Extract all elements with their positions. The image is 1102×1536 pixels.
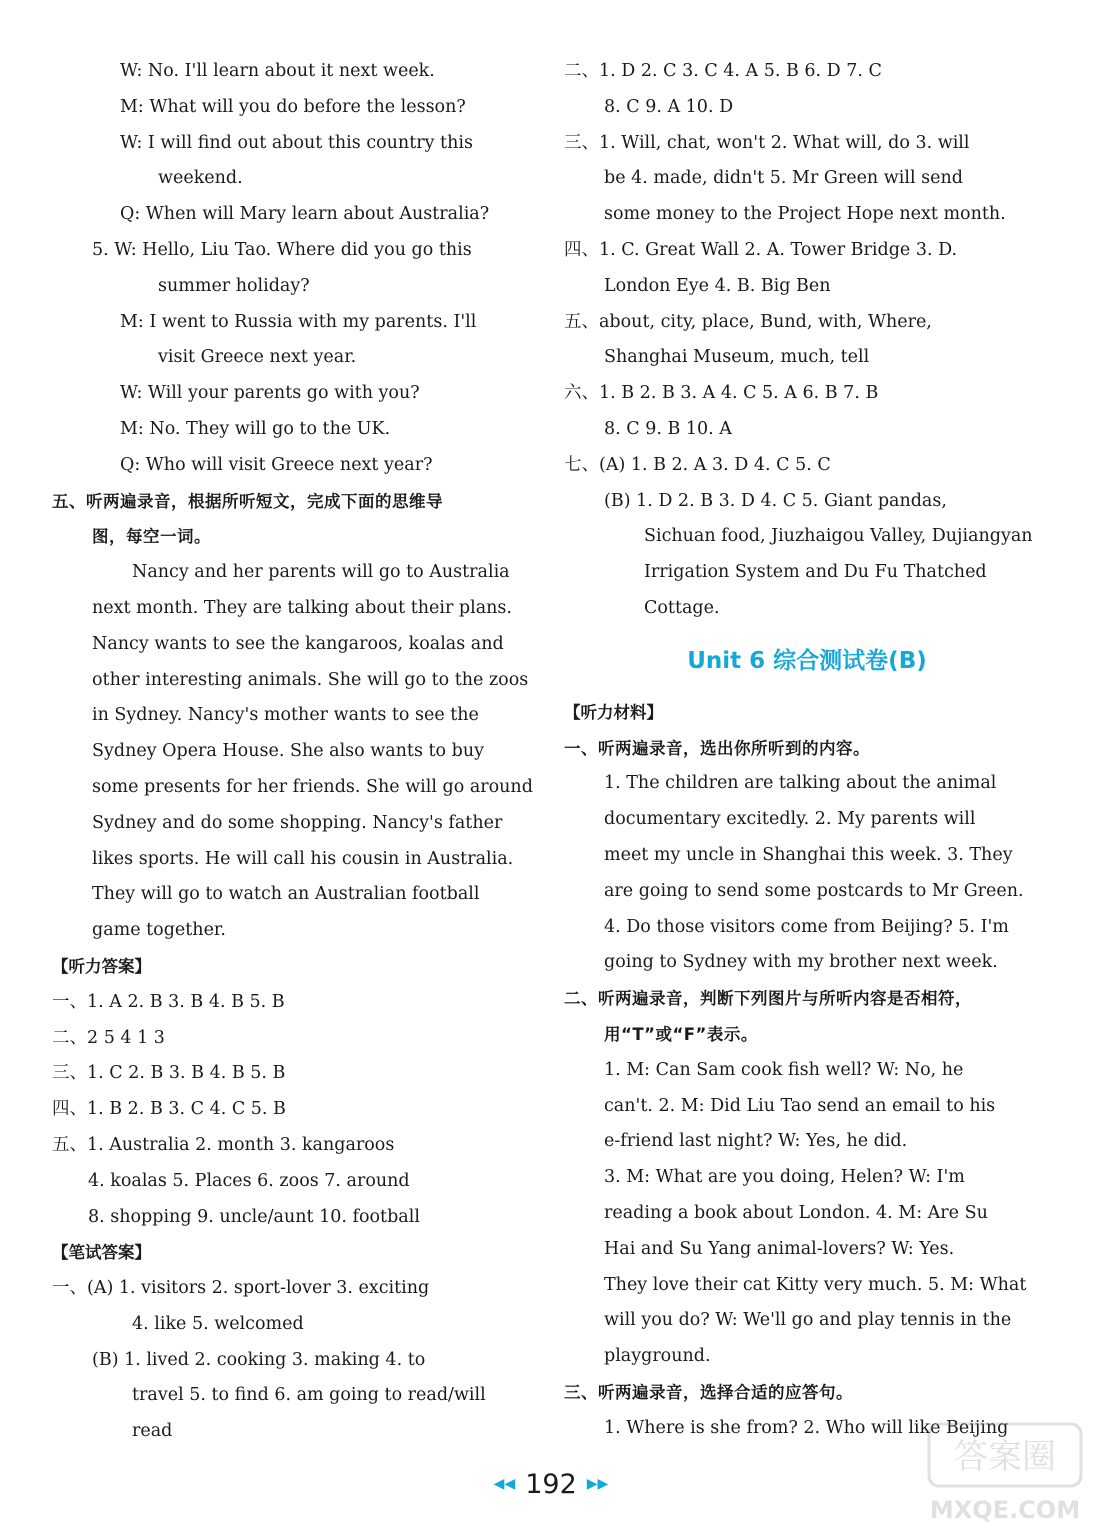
text-line: 五、听两遍录音，根据所听短文，完成下面的思维导 xyxy=(52,491,443,511)
text-line: (B) 1. lived 2. cooking 3. making 4. to xyxy=(92,1349,426,1370)
text-line: Nancy and her parents will go to Australia xyxy=(132,562,510,583)
text-line: meet my uncle in Shanghai this week. 3. They xyxy=(604,844,1013,865)
text-line: 二、2 5 4 1 3 xyxy=(52,1027,165,1048)
text-line: 【听力材料】 xyxy=(564,702,663,722)
text-line: next month. They are talking about their plans. xyxy=(92,597,512,618)
svg-text:MXQE.COM: MXQE.COM xyxy=(929,1496,1081,1524)
text-line: can't. 2. M: Did Liu Tao send an email to his xyxy=(604,1095,996,1116)
text-line: 3. M: What are you doing, Helen? W: I'm xyxy=(604,1167,965,1188)
text-line: M: I went to Russia with my parents. I'll xyxy=(120,311,477,332)
text-line: summer holiday? xyxy=(158,275,310,296)
text-line: 一、听两遍录音，选出你所听到的内容。 xyxy=(564,738,870,758)
text-line: 五、1. Australia 2. month 3. kangaroos xyxy=(52,1134,395,1155)
text-line: playground. xyxy=(604,1346,711,1367)
text-line: 三、1. C 2. B 3. B 4. B 5. B xyxy=(52,1063,286,1084)
text-line: M: No. They will go to the UK. xyxy=(120,418,391,439)
answer-line: 二、1. D 2. C 3. C 4. A 5. B 6. D 7. C xyxy=(564,61,882,81)
text-line: weekend. xyxy=(158,168,243,189)
text-line: going to Sydney with my brother next week. xyxy=(604,952,998,973)
next-arrows-icon: ▶▶ xyxy=(586,1476,609,1492)
text-line: 二、听两遍录音，判断下列图片与所听内容是否相符， xyxy=(564,989,972,1009)
answer-line: (B) 1. D 2. B 3. D 4. C 5. Giant pandas, xyxy=(604,490,947,511)
text-line: 【听力答案】 xyxy=(52,956,151,976)
text-line: They love their cat Kitty very much. 5. M: What xyxy=(604,1274,1027,1295)
text-line: 5. W: Hello, Liu Tao. Where did you go this xyxy=(92,239,472,260)
text-line: read xyxy=(132,1421,173,1442)
answer-line: Sichuan food, Jiuzhaigou Valley, Dujiangyan xyxy=(644,526,1033,547)
text-line: 1. M: Can Sam cook fish well? W: No, he xyxy=(604,1059,964,1080)
text-line: Q: When will Mary learn about Australia? xyxy=(120,204,490,225)
text-line: likes sports. He will call his cousin in Australia. xyxy=(92,848,514,869)
text-line: Sydney and do some shopping. Nancy's father xyxy=(92,812,503,833)
page-number: 192 xyxy=(525,1468,577,1500)
text-line: Q: Who will visit Greece next year? xyxy=(120,454,433,475)
text-line: are going to send some postcards to Mr Green. xyxy=(604,880,1024,901)
text-line: other interesting animals. She will go to the zoos xyxy=(92,669,529,690)
text-line: 四、1. B 2. B 3. C 4. C 5. B xyxy=(52,1099,286,1120)
watermark-logo xyxy=(925,1420,1085,1530)
answer-line: 五、about, city, place, Bund, with, Where, xyxy=(564,311,932,332)
text-line: They will go to watch an Australian football xyxy=(92,884,480,905)
text-line: in Sydney. Nancy's mother wants to see the xyxy=(92,705,479,726)
text-line: reading a book about London. 4. M: Are Su xyxy=(604,1202,988,1223)
answer-line: 8. C 9. A 10. D xyxy=(604,96,734,117)
text-line: M: What will you do before the lesson? xyxy=(120,96,466,117)
text-line: travel 5. to find 6. am going to read/will xyxy=(132,1385,486,1406)
text-line: game together. xyxy=(92,920,226,941)
text-line: 用“T”或“F”表示。 xyxy=(604,1024,758,1044)
answer-line: 六、1. B 2. B 3. A 4. C 5. A 6. B 7. B xyxy=(564,383,879,404)
answers-section xyxy=(564,54,1050,627)
text-line: some presents for her friends. She will go around xyxy=(92,776,533,797)
text-line: 8. shopping 9. uncle/aunt 10. football xyxy=(88,1206,420,1227)
answer-line: 七、(A) 1. B 2. A 3. D 4. C 5. C xyxy=(564,454,831,475)
listening-section xyxy=(564,695,1050,1447)
text-line: Hai and Su Yang animal-lovers? W: Yes. xyxy=(604,1238,955,1259)
answer-line: 三、1. Will, chat, won't 2. What will, do 3. will xyxy=(564,132,970,153)
text-line: documentary excitedly. 2. My parents will xyxy=(604,809,976,830)
text-line: 1. The children are talking about the animal xyxy=(604,773,997,794)
answer-line: some money to the Project Hope next month. xyxy=(604,204,1006,225)
text-line: 一、1. A 2. B 3. B 4. B 5. B xyxy=(52,991,285,1012)
answer-line: London Eye 4. B. Big Ben xyxy=(604,275,831,296)
text-line: 三、听两遍录音，选择合适的应答句。 xyxy=(564,1382,853,1402)
answer-line: Shanghai Museum, much, tell xyxy=(604,347,870,368)
left-column xyxy=(52,54,534,1450)
text-line: 图，每空一词。 xyxy=(92,527,211,547)
answer-line: 8. C 9. B 10. A xyxy=(604,418,732,439)
text-line: 【笔试答案】 xyxy=(52,1243,151,1263)
text-line: W: No. I'll learn about it next week. xyxy=(120,61,435,81)
text-line: W: Will your parents go with you? xyxy=(120,383,420,404)
text-line: e-friend last night? W: Yes, he did. xyxy=(604,1131,908,1152)
svg-text:答案圈: 答案圈 xyxy=(954,1437,1056,1477)
text-line: visit Greece next year. xyxy=(158,347,357,368)
text-line: 一、(A) 1. visitors 2. sport-lover 3. exciting xyxy=(52,1278,430,1299)
answer-line: be 4. made, didn't 5. Mr Green will send xyxy=(604,168,963,189)
text-line: 1. Where is she from? 2. Who will like Beijing xyxy=(604,1417,1009,1438)
answer-line: Cottage. xyxy=(644,597,720,618)
prev-arrows-icon: ◀◀ xyxy=(493,1476,516,1492)
answer-line: Irrigation System and Du Fu Thatched xyxy=(644,562,987,583)
text-line: Sydney Opera House. She also wants to buy xyxy=(92,741,484,762)
text-line: 4. koalas 5. Places 6. zoos 7. around xyxy=(88,1170,410,1191)
answer-line: 四、1. C. Great Wall 2. A. Tower Bridge 3. D. xyxy=(564,239,958,260)
right-column xyxy=(564,54,1050,1446)
text-line: W: I will find out about this country this xyxy=(120,132,473,153)
text-line: 4. Do those visitors come from Beijing? 5. I'm xyxy=(604,916,1009,937)
text-line: 4. like 5. welcomed xyxy=(132,1313,304,1334)
text-line: will you do? W: We'll go and play tennis in the xyxy=(604,1310,1012,1331)
unit-title: Unit 6 综合测试卷(B) xyxy=(687,647,927,674)
text-line: Nancy wants to see the kangaroos, koalas and xyxy=(92,633,504,654)
